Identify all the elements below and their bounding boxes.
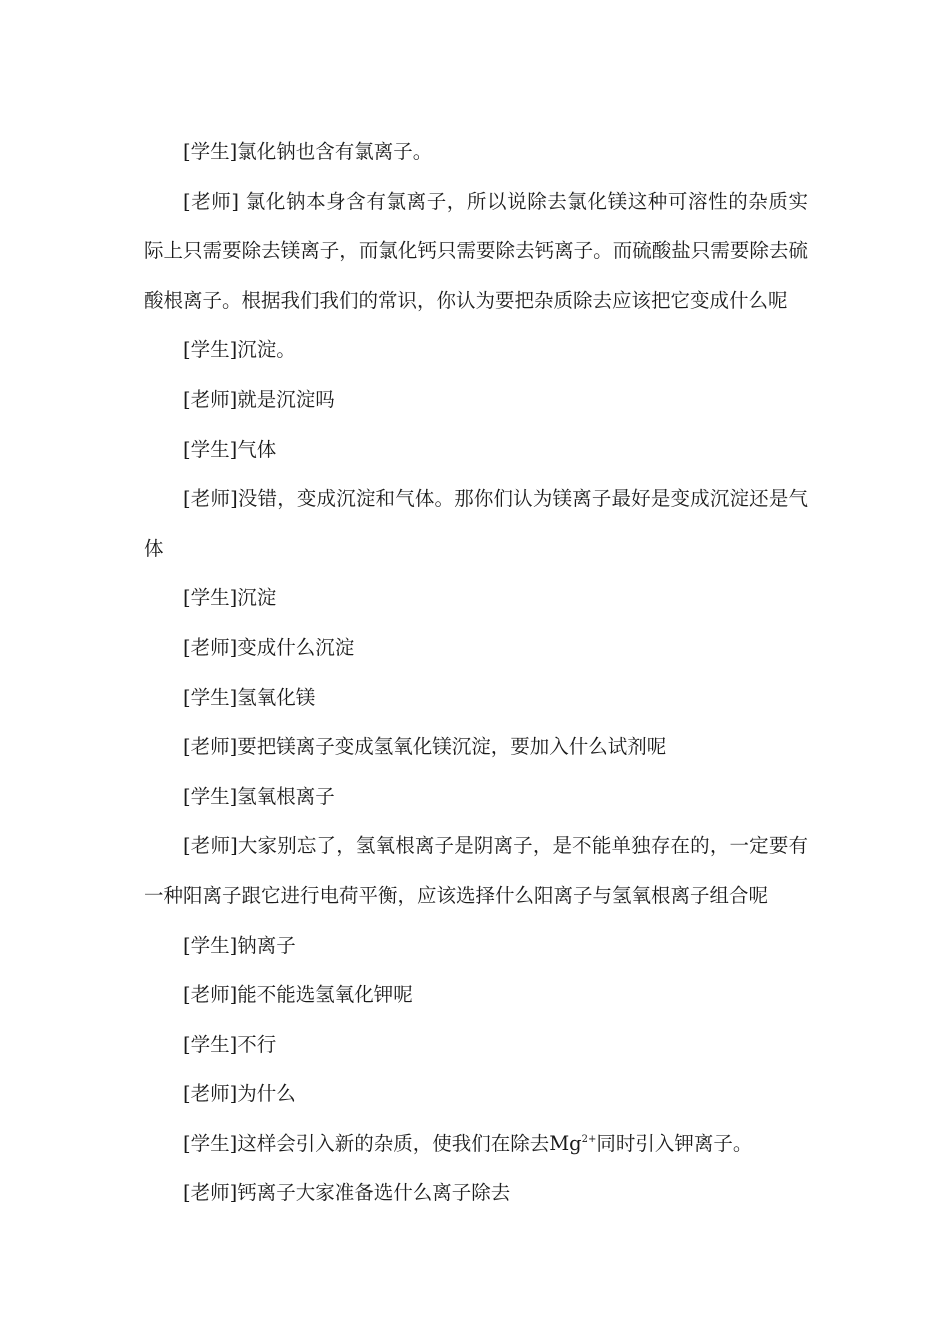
dialogue-body [144,127,808,1218]
paragraph-text-after-superscript: 同时引入钾离子。 [596,1131,753,1155]
dialogue-paragraph: [学生]沉淀。 [183,338,296,362]
dialogue-paragraph: [老师]大家别忘了，氢氧根离子是阴离子，是不能单独存在的，一定要有一种阳离子跟它进行电荷平衡，应该选择什么阳离子与氢氧根离子组合呢 [144,834,808,907]
dialogue-paragraph: [学生]不行 [183,1032,277,1056]
dialogue-paragraph: [学生]钠离子 [183,933,296,957]
dialogue-paragraph: [老师]为什么 [183,1082,296,1106]
dialogue-paragraph: [学生]沉淀 [183,586,277,610]
dialogue-paragraph: [学生]气体 [183,437,277,461]
dialogue-paragraph: [老师]钙离子大家准备选什么离子除去 [183,1181,511,1205]
dialogue-paragraph: [学生]氢氧根离子 [183,784,335,808]
dialogue-paragraph: [学生]氢氧化镁 [183,685,316,709]
dialogue-paragraph [144,1119,808,1169]
dialogue-paragraph: [老师]没错，变成沉淀和气体。那你们认为镁离子最好是变成沉淀还是气体 [144,487,808,560]
ion-charge-superscript: 2+ [581,1133,597,1145]
dialogue-paragraph: [老师]能不能选氢氧化钾呢 [183,983,413,1007]
dialogue-paragraph: [学生]氯化钠也含有氯离子。 [183,140,433,163]
dialogue-paragraph: [老师]就是沉淀吗 [183,387,335,411]
dialogue-paragraph: [老师] 氯化钠本身含有氯离子，所以说除去氯化镁这种可溶性的杂质实际上只需要除去镁离子，而氯化钙只需要除去钙离子。而硫酸盐只需要除去硫酸根离子。根据我们我们的常识，你认为要把杂质除去应该把它变成什么呢 [144,189,808,312]
dialogue-paragraph: [老师]变成什么沉淀 [183,635,355,659]
dialogue-paragraph: [老师]要把镁离子变成氢氧化镁沉淀，要加入什么试剂呢 [183,735,667,759]
paragraph-text-before-superscript: [学生]这样会引入新的杂质，使我们在除去Mg [183,1131,582,1155]
